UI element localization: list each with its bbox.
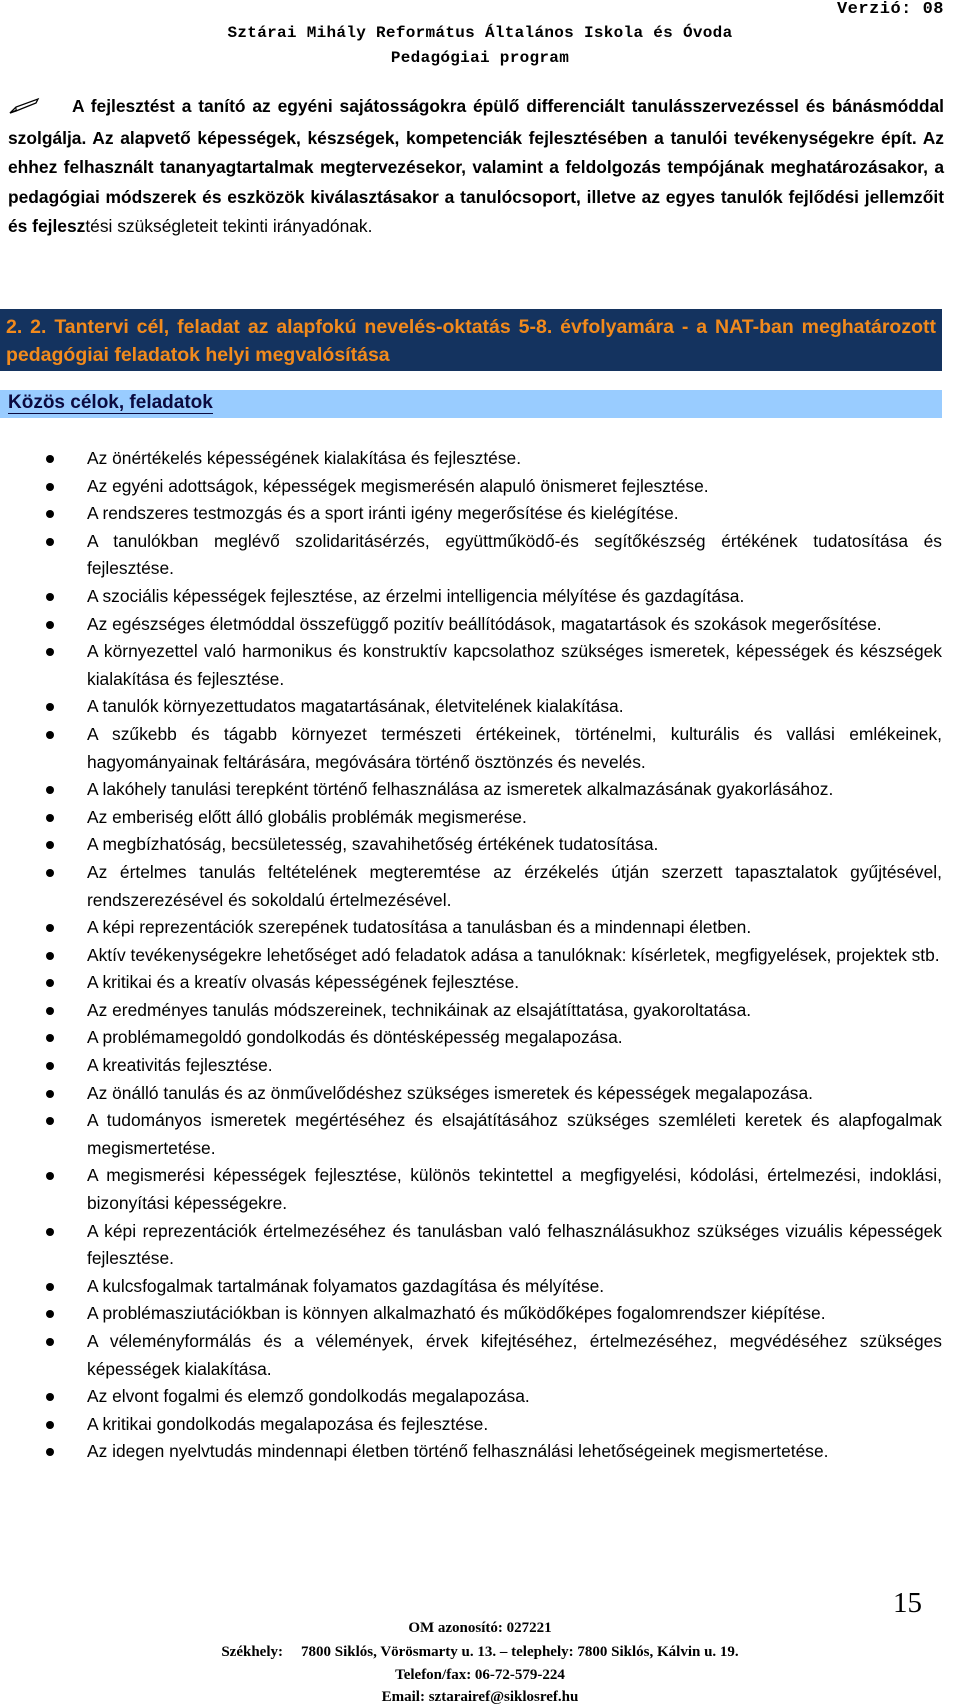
- list-item: A kritikai gondolkodás megalapozása és fejlesztése.: [0, 1411, 942, 1439]
- page-number: 15: [893, 1587, 922, 1619]
- list-item: Az egészséges életmóddal összefüggő pozitív beállítódások, magatartások és szokások megerősítése.: [0, 611, 942, 639]
- list-item: Az idegen nyelvtudás mindennapi életben történő felhasználási lehetőségeinek megismertetése.: [0, 1438, 942, 1466]
- list-item: A problémamegoldó gondolkodás és döntésképesség megalapozása.: [0, 1024, 942, 1052]
- footer-om-id: OM azonosító: 027221: [408, 1620, 552, 1636]
- footer-address: [0, 1644, 960, 1661]
- list-item: A képi reprezentációk értelmezéséhez és tanulásban való felhasználásukhoz szükséges vizuális képességek fejlesztése.: [0, 1218, 942, 1273]
- list-item: Az eredményes tanulás módszereinek, technikáinak az elsajátíttatása, gyakoroltatása.: [0, 997, 942, 1025]
- list-item: Az emberiség előtt álló globális problémák megismerése.: [0, 804, 942, 832]
- footer-email: Email: sztarairef@siklosref.hu: [381, 1689, 579, 1705]
- school-name: Sztárai Mihály Református Általános Iskola és Óvoda: [227, 24, 733, 42]
- list-item: A képi reprezentációk szerepének tudatosítása a tanulásban és a mindennapi életben.: [0, 914, 942, 942]
- subheading-title: Közös célok, feladatok: [8, 392, 213, 413]
- intro-bold-text: A fejlesztést a tanító az egyéni sajátosságokra épülő differenciált tanulásszervezéssel és bánásmóddal szolgálja. Az alapvető képességek, készségek, kompetenciák fejlesztésében a tanulói tevékenységekre épít. Az ehhez felhasznált tananyagtartalmak megtervezésekor, valamint a feldolgozás tempójának meghatározásakor, a pedagógiai módszerek és eszközök kiválasztásakor a tanulócsoport, illetve az egyes tanulók fejlődési jellemzőit és fejlesz: [8, 96, 944, 236]
- pen-icon: [8, 95, 72, 124]
- list-item: A kreativitás fejlesztése.: [0, 1052, 942, 1080]
- list-item: Az önértékelés képességének kialakítása és fejlesztése.: [0, 445, 942, 473]
- list-item: Az értelmes tanulás feltételének megteremtése az érzékelés útján szerzett tapasztalatok gyűjtésével, rendszerezésével és sokoldalú értelmezésével.: [0, 859, 942, 914]
- list-item: A kritikai és a kreatív olvasás képességének fejlesztése.: [0, 969, 942, 997]
- version-label: Verzió: 08: [836, 0, 944, 19]
- footer-address-text: 7800 Siklós, Vörösmarty u. 13. – telephely: 7800 Siklós, Kálvin u. 19.: [300, 1644, 739, 1660]
- document-title: Pedagógiai program: [390, 49, 570, 67]
- list-item: A megbízhatóság, becsületesség, szavahihetőség értékének tudatosítása.: [0, 831, 942, 859]
- footer-phone: Telefon/fax: 06-72-579-224: [395, 1667, 565, 1683]
- list-item: A véleményformálás és a vélemények, érvek kifejtéséhez, értelmezéséhez, megvédéséhez szükséges képességek kialakítása.: [0, 1328, 942, 1383]
- list-item: Az önálló tanulás és az önművelődéshez szükséges ismeretek és képességek megalapozása.: [0, 1080, 942, 1108]
- list-item: A problémasziutációkban is könnyen alkalmazható és működőképes fogalomrendszer kiépítése.: [0, 1300, 942, 1328]
- list-item: Az elvont fogalmi és elemző gondolkodás megalapozása.: [0, 1383, 942, 1411]
- footer-seat-label: Székhely:: [221, 1644, 283, 1660]
- intro-normal-text: tési szükségleteit tekinti irányadónak.: [85, 215, 373, 236]
- list-item: A tanulók környezettudatos magatartásának, életvitelének kialakítása.: [0, 693, 942, 721]
- list-item: A rendszeres testmozgás és a sport iránti igény megerősítése és kielégítése.: [0, 500, 942, 528]
- goals-list: [0, 445, 942, 1466]
- subheading-bar: [0, 390, 942, 418]
- list-item: A kulcsfogalmak tartalmának folyamatos gazdagítása és mélyítése.: [0, 1273, 942, 1301]
- section-heading: 2. 2. Tantervi cél, feladat az alapfokú nevelés-oktatás 5-8. évfolyamára - a NAT-ban meghatározott pedagógiai feladatok helyi megvalósítása: [0, 309, 942, 371]
- list-item: A megismerési képességek fejlesztése, különös tekintettel a megfigyelési, kódolási, értelmezési, indoklási, bizonyítási képességekre.: [0, 1162, 942, 1217]
- list-item: A tanulókban meglévő szolidaritásérzés, együttműködő-és segítőkészség értékének tudatosítása és fejlesztése.: [0, 528, 942, 583]
- intro-paragraph: [8, 92, 944, 241]
- list-item: A szociális képességek fejlesztése, az érzelmi intelligencia mélyítése és gazdagítása.: [0, 583, 942, 611]
- list-item: A környezettel való harmonikus és konstruktív kapcsolathoz szükséges ismeretek, képességek és készségek kialakítása és fejlesztése.: [0, 638, 942, 693]
- list-item: Az egyéni adottságok, képességek megismerésén alapuló önismeret fejlesztése.: [0, 473, 942, 501]
- list-item: A lakóhely tanulási terepként történő felhasználása az ismeretek alkalmazásának gyakorlásához.: [0, 776, 942, 804]
- list-item: A tudományos ismeretek megértéséhez és elsajátításához szükséges szemléleti keretek és alapfogalmak megismertetése.: [0, 1107, 942, 1162]
- list-item: Aktív tevékenységekre lehetőséget adó feladatok adása a tanulóknak: kísérletek, megfigyelések, projektek stb.: [0, 942, 942, 970]
- list-item: A szűkebb és tágabb környezet természeti értékeinek, történelmi, kulturális és vallási emlékeinek, hagyományainak feltárására, megóvására történő ösztönzés és nevelés.: [0, 721, 942, 776]
